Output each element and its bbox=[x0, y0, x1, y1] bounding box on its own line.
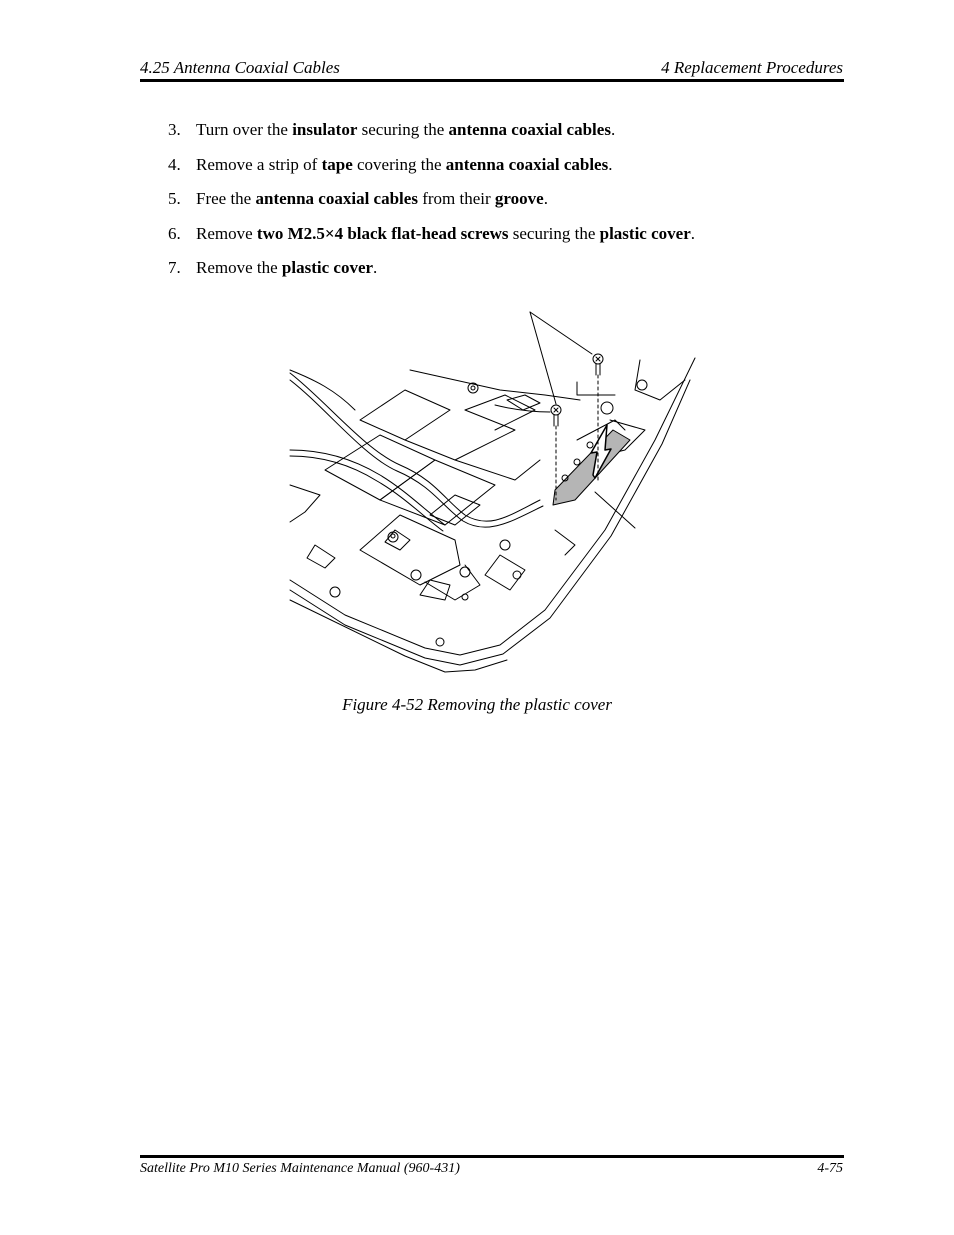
step-number: 3. bbox=[168, 120, 181, 139]
step-text: . bbox=[610, 120, 616, 139]
plastic-cover bbox=[553, 420, 630, 505]
step-bold-term: antenna coaxial cables bbox=[255, 189, 418, 208]
step-number: 7. bbox=[168, 258, 181, 277]
step-number: 5. bbox=[168, 189, 181, 208]
step-text: from their bbox=[417, 189, 495, 208]
step-text: . bbox=[543, 189, 548, 208]
step-item bbox=[168, 223, 828, 245]
step-item bbox=[168, 119, 828, 141]
step-text: Turn over the bbox=[196, 120, 293, 139]
step-number: 4. bbox=[168, 155, 181, 174]
step-bold-term: antenna coaxial cables bbox=[448, 120, 611, 139]
step-bold-term: antenna coaxial cables bbox=[445, 155, 609, 174]
footer-rule bbox=[140, 1155, 844, 1158]
step-text: . bbox=[373, 258, 378, 277]
page-footer bbox=[140, 1160, 843, 1180]
step-text: covering the bbox=[352, 155, 446, 174]
step-bold-term: insulator bbox=[292, 120, 358, 139]
page-number: 4-75 bbox=[817, 1161, 843, 1176]
figure-caption: Figure 4-52 Removing the plastic cover bbox=[342, 695, 612, 714]
step-bold-term: two M2.5×4 black flat-head screws bbox=[256, 224, 509, 243]
page-header bbox=[140, 57, 843, 79]
step-item bbox=[168, 154, 828, 176]
step-text: . bbox=[690, 224, 695, 243]
step-item bbox=[168, 188, 828, 210]
step-text: . bbox=[608, 155, 613, 174]
internal-parts bbox=[307, 380, 647, 646]
section-title: 4.25 Antenna Coaxial Cables bbox=[140, 58, 340, 77]
step-text: Remove the bbox=[196, 258, 282, 277]
step-text: Free the bbox=[196, 189, 256, 208]
step-text: Remove a strip of bbox=[196, 155, 322, 174]
header-rule bbox=[140, 79, 844, 82]
manual-title: Satellite Pro M10 Series Maintenance Manual (960-431) bbox=[140, 1161, 460, 1176]
step-bold-term: plastic cover bbox=[599, 224, 691, 243]
step-item bbox=[168, 257, 828, 279]
step-number: 6. bbox=[168, 224, 181, 243]
step-text: securing the bbox=[508, 224, 600, 243]
step-text: securing the bbox=[357, 120, 449, 139]
chassis-outline bbox=[290, 358, 695, 672]
leader-lines bbox=[530, 312, 635, 528]
step-text: Remove bbox=[196, 224, 257, 243]
step-bold-term: tape bbox=[321, 155, 353, 174]
step-bold-term: plastic cover bbox=[281, 258, 374, 277]
figure-illustration bbox=[285, 300, 705, 678]
step-bold-term: groove bbox=[494, 189, 544, 208]
procedure-steps bbox=[168, 119, 828, 279]
chapter-title: 4 Replacement Procedures bbox=[661, 58, 843, 77]
